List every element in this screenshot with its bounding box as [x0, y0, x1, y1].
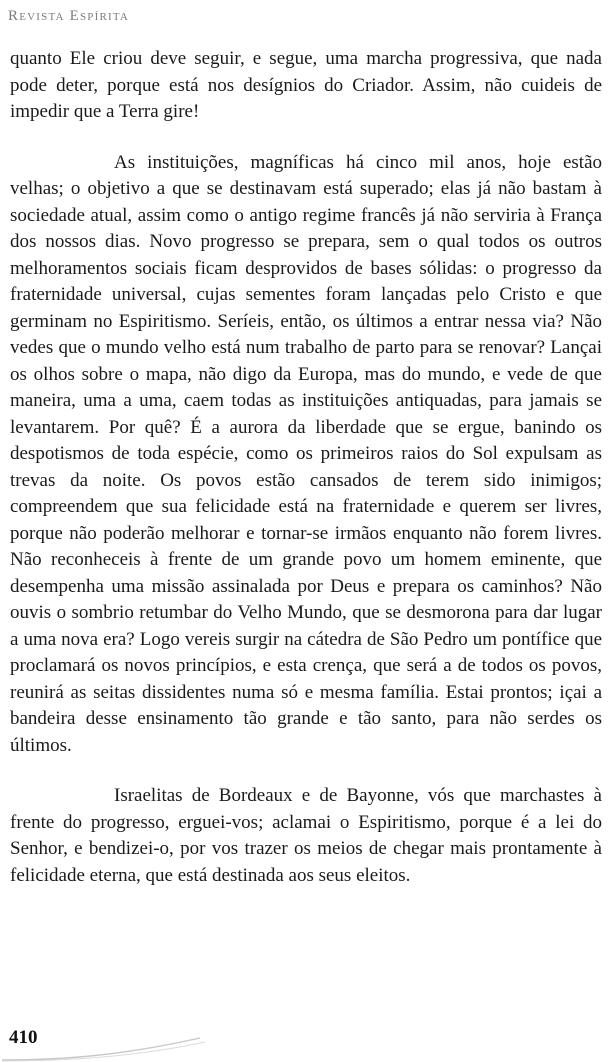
paragraph-israelites: Israelitas de Bordeaux e de Bayonne, vós que marchastes à frente do progresso, erguei-vos; aclamai o Espiritismo, porque é a lei do Senhor, e bendizei-o, por vos trazer os meios de chegar mais prontamente à felicidade eterna, que está destinada aos seus eleitos. — [10, 785, 602, 886]
page-body — [10, 46, 602, 913]
paragraph-continuation: quanto Ele criou deve seguir, e segue, uma marcha progressiva, que nada pode deter, porque está nos desígnios do Criador. Assim, não cuideis de impedir que a Terra gire! — [10, 48, 602, 122]
page-flourish-icon — [0, 1030, 260, 1062]
page-number: 410 — [9, 1027, 38, 1048]
running-header: Revista Espírita — [8, 8, 130, 24]
paragraph-institutions: As instituições, magníficas há cinco mil anos, hoje estão velhas; o objetivo a que se destinavam está superado; elas já não bastam à sociedade atual, assim como o antigo regime francês já não serviria à França dos nossos dias. Novo progresso se prepara, sem o qual todos os outros melhoramentos sociais ficam desprovidos de bases sólidas: o progresso da fraternidade universal, cujas sementes foram lançadas pelo Cristo e que germinam no Espiritismo. Seríeis, então, os últimos a entrar nessa via? Não vedes que o mundo velho está num trabalho de parto para se renovar? Lançai os olhos sobre o mapa, não digo da Europa, mas do mundo, e vede de que maneira, uma a uma, caem todas as instituições antiquadas, para jamais se levantarem. Por quê? É a aurora da liberdade que se ergue, banindo os despotismos de toda espécie, como os primeiros raios do Sol expulsam as trevas da noite. Os povos estão cansados de terem sido inimigos; compreendem que sua felicidade está na fraternidade e querem ser livres, porque não poderão melhorar e tornar-se irmãos enquanto não forem livres. Não reconheceis à frente de um grande povo um homem eminente, que desempenha uma missão assinalada por Deus e prepara os caminhos? Não ouvis o sombrio retumbar do Velho Mundo, que se desmorona para dar lugar a uma nova era? Logo vereis surgir na cátedra de São Pedro um pontífice que proclamará os novos princípios, e esta crença, que será a de todos os povos, reunirá as seitas dissidentes numa só e mesma família. Estai prontos; içai a bandeira desse ensinamento tão grande e tão santo, para não serdes os últimos. — [10, 151, 602, 756]
